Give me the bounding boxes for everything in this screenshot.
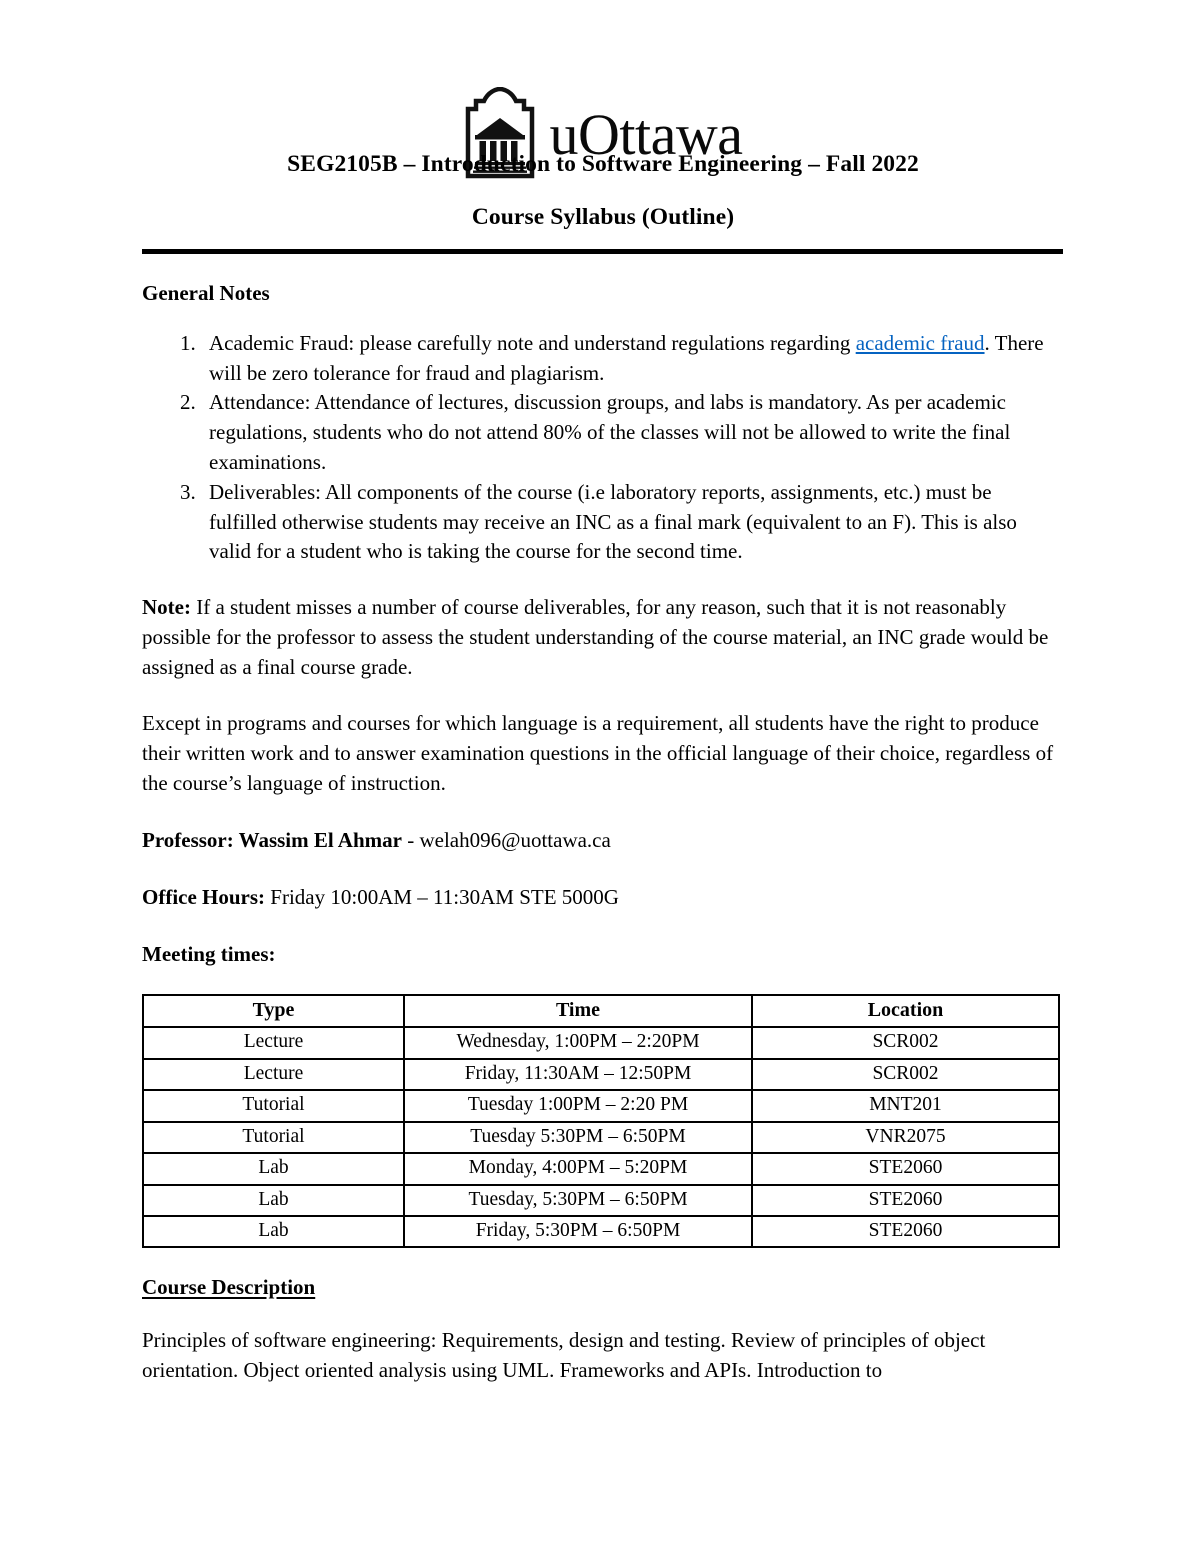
cell-location: STE2060 xyxy=(752,1185,1059,1216)
cell-type: Lecture xyxy=(143,1027,404,1058)
cell-time: Monday, 4:00PM – 5:20PM xyxy=(404,1153,752,1184)
cell-location: MNT201 xyxy=(752,1090,1059,1121)
table-row xyxy=(143,1027,1059,1058)
cell-location: STE2060 xyxy=(752,1153,1059,1184)
office-hours-line xyxy=(142,882,1064,912)
cell-location: VNR2075 xyxy=(752,1122,1059,1153)
list-item xyxy=(142,388,1064,477)
list-item-number: 1. xyxy=(180,330,196,355)
column-header-type: Type xyxy=(143,995,404,1027)
list-item xyxy=(142,329,1064,389)
list-item-number: 2. xyxy=(180,390,196,415)
table-row xyxy=(143,1090,1059,1121)
list-item xyxy=(142,478,1064,567)
list-item-text-before-link: Academic Fraud: please carefully note and understand regulations regarding xyxy=(209,330,856,355)
table-row xyxy=(143,1122,1059,1153)
meeting-times-table xyxy=(142,994,1060,1248)
column-header-time: Time xyxy=(404,995,752,1027)
cell-location: SCR002 xyxy=(752,1027,1059,1058)
table-row xyxy=(143,1185,1059,1216)
meeting-times-label: Meeting times: xyxy=(142,942,276,967)
cell-type: Tutorial xyxy=(143,1090,404,1121)
cell-type: Tutorial xyxy=(143,1122,404,1153)
course-description-paragraph: Principles of software engineering: Requirements, design and testing. Review of principles of object orientation. Object oriented analysis using UML. Frameworks and APIs. Introduction to xyxy=(142,1328,986,1383)
cell-type: Lecture xyxy=(143,1059,404,1090)
cell-location: STE2060 xyxy=(752,1216,1059,1247)
table-row xyxy=(143,1153,1059,1184)
professor-separator: - xyxy=(401,828,420,853)
cell-time: Tuesday, 5:30PM – 6:50PM xyxy=(404,1185,752,1216)
page-title: SEG2105B – Introduction to Software Engineering – Fall 2022 xyxy=(287,151,919,177)
table-row xyxy=(143,1059,1059,1090)
list-item-text: Deliverables: All components of the course (i.e laboratory reports, assignments, etc.) must be fulfilled otherwise students may receive an INC as a final mark (equivalent to an F). This is also valid for a student who is taking the course for the second time. xyxy=(209,479,1017,564)
column-header-location: Location xyxy=(752,995,1059,1027)
cell-time: Wednesday, 1:00PM – 2:20PM xyxy=(404,1027,752,1058)
cell-type: Lab xyxy=(143,1153,404,1184)
section-heading-course-description: Course Description xyxy=(142,1275,316,1300)
table-header-row xyxy=(143,995,1059,1027)
list-item-text: Attendance: Attendance of lectures, discussion groups, and labs is mandatory. As per academic regulations, students who do not attend 80% of the classes will not be allowed to write the final examinations. xyxy=(209,390,1011,474)
table-row xyxy=(143,1216,1059,1247)
professor-label: Professor: Wassim El Ahmar xyxy=(142,828,402,853)
list-item-text-after-link: . There will be zero tolerance for fraud and plagiarism. xyxy=(209,330,1044,385)
uottawa-wordmark: uOttawa xyxy=(549,102,743,167)
cell-time: Friday, 11:30AM – 12:50PM xyxy=(404,1059,752,1090)
office-hours-value: Friday 10:00AM – 11:30AM STE 5000G xyxy=(265,885,619,910)
cell-time: Tuesday 1:00PM – 2:20 PM xyxy=(404,1090,752,1121)
cell-type: Lab xyxy=(143,1185,404,1216)
note-text: If a student misses a number of course deliverables, for any reason, such that it is not reasonably possible for the professor to assess the student understanding of the course material, an INC grade would be assigned as a final course grade. xyxy=(142,595,1049,680)
cell-time: Friday, 5:30PM – 6:50PM xyxy=(404,1216,752,1247)
section-heading-general-notes: General Notes xyxy=(142,280,270,305)
list-item-number: 3. xyxy=(180,479,196,504)
note-paragraph xyxy=(142,592,1064,682)
professor-email: welah096@uottawa.ca xyxy=(419,828,611,853)
language-rights-paragraph: Except in programs and courses for which language is a requirement, all students have the right to produce their written work and to answer examination questions in the official language of their choice, regardless of the course’s language of instruction. xyxy=(142,711,1054,796)
general-notes-list xyxy=(142,329,1064,568)
cell-time: Tuesday 5:30PM – 6:50PM xyxy=(404,1122,752,1153)
cell-type: Lab xyxy=(143,1216,404,1247)
document-content xyxy=(142,0,1064,1385)
cell-location: SCR002 xyxy=(752,1059,1059,1090)
page-subtitle: Course Syllabus (Outline) xyxy=(471,204,735,231)
professor-line xyxy=(142,825,1064,855)
note-label: Note: xyxy=(142,595,191,620)
header-divider xyxy=(142,249,1063,254)
academic-fraud-link[interactable]: academic fraud xyxy=(855,330,985,355)
office-hours-label: Office Hours: xyxy=(142,885,266,910)
